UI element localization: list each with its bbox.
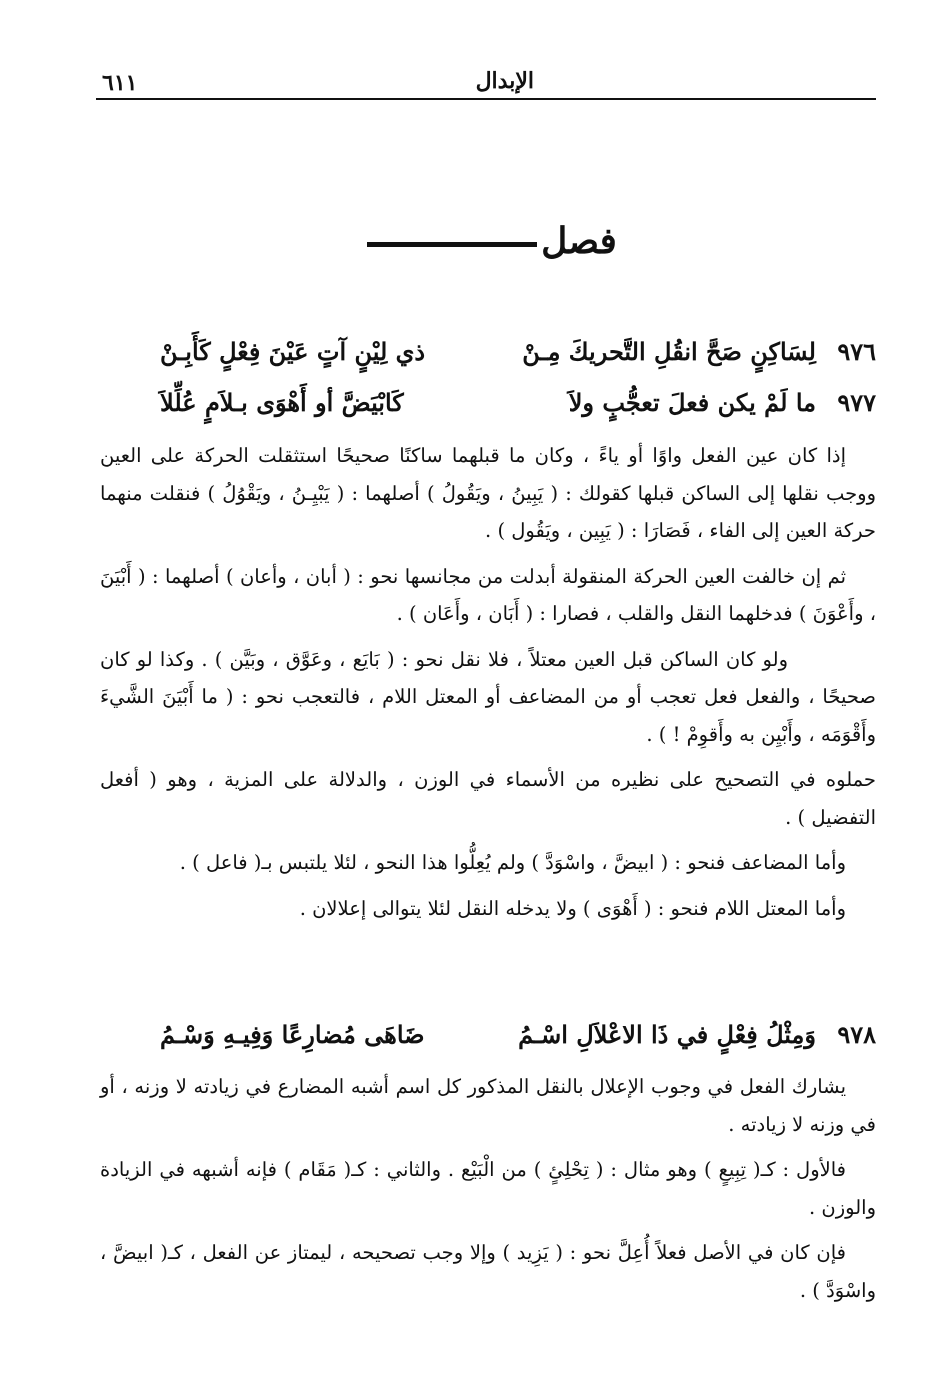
paragraph: إذا كان عين الفعل واوًا أو ياءً ، وكان ما قبلهما ساكنًا صحيحًا استثقلت الحركة على العين ووجب نقلها إلى الساكن قبلها كقولك : ( يَبِينُ ، ويَقُولُ ) أصلهما : ( يَبْيِـنُ ، ويَقْوُلُ ) فنقلت منهما حركة العين إلى الفاء ، فَصَارَا : ( يَبِين ، ويَقُول ) . [100,444,876,542]
verse-977 [100,388,876,428]
heading-kashida-line [367,242,537,247]
paragraph: وأما المضاعف فنحو : ( ابيضَّ ، واسْوَدَّ ) ولم يُعِلُّوا هذا النحو ، لئلا يلتبس بـ( فاعل ) . [179,851,846,874]
running-header [96,66,876,100]
section-heading-text: فصل [541,220,617,262]
commentary-block-1 [100,437,876,927]
paragraph: فالأول : كـ( تِبِيعٍ ) وهو مثال : ( تِحْلِئٍ ) من الْبَيْع . والثاني : كـ( مَقَام ) فإنه أشبهه في الزيادة والوزن . [100,1158,876,1219]
verse-second-hemistich: كَابْيَضَّ أو أَهْوَى بـلاَمٍ عُلِّلاَ [160,388,404,417]
verse-second-hemistich: ضَاهَى مُضارِعًا وَفِيـهِ وَسْـمُ [160,1020,425,1049]
paragraph: حملوه في التصحيح على نظيره من الأسماء في الوزن ، والدلالة على المزية ، وهو ( أفعل التفضيل ) . [100,768,876,829]
verse-second-hemistich: ذي لِيْنٍ آتٍ عَيْنَ فِعْلٍ كَأَبِـنْ [160,337,426,366]
paragraph: ولو كان الساكن قبل العين معتلاً ، فلا نقل نحو : ( بَايَع ، وعَوَّق ، وبَيَّن ) . وكذا لو كان صحيحًا ، والفعل فعل تعجب أو من المضاعف أو المعتل اللام ، فالتعجب نحو : ( ما أَبْيَنَ الشَّيءَ وأَقْوَمَه ، وأَبْيِن به وأَقوِمْ ! ) . [100,647,876,746]
paragraph: يشارك الفعل في وجوب الإعلال بالنقل المذكور كل اسم أشبه المضارع في زيادته لا وزنه ، أو في وزنه لا زيادته . [100,1075,876,1136]
verse-number: ٩٧٧ [837,388,876,417]
paragraph: ثم إن خالفت العين الحركة المنقولة أبدلت من مجانسها نحو : ( أبان ، وأعان ) أصلهما : ( أَبْيَنَ ، وأَعْوَنَ ) فدخلهما النقل والقلب ، فصارا : ( أَبَان ، وأَعَان ) . [100,564,876,625]
verse-number: ٩٧٦ [837,337,876,366]
commentary-block-2 [100,1068,876,1309]
verse-number: ٩٧٨ [837,1020,876,1049]
paragraph: وأما المعتل اللام فنحو : ( أَهْوَى ) ولا يدخله النقل لئلا يتوالى إعلالان . [299,896,846,920]
paragraph: فإن كان في الأصل فعلاً أُعِلَّ نحو : ( يَزِيد ) وإلا وجب تصحيحه ، ليمتاز عن الفعل ، كـ( ابيضَّ ، واسْوَدَّ ) . [100,1241,876,1302]
page-number: ٦١١ [102,70,138,96]
header-title: الإبدال [475,68,534,94]
verse-first-hemistich: ما لَمْ يكن فعلَ تعجُّبٍ ولاَ [568,388,816,417]
verse-978 [100,1020,876,1060]
section-heading [360,220,620,262]
verse-first-hemistich: لِسَاكِنٍ صَحَّ انقُلِ التَّحريكَ مِـنْ [522,337,816,366]
verse-976 [100,337,876,377]
verse-first-hemistich: وَمِثْلُ فِعْلٍ في ذَا الاعْلاَلِ اسْـمُ [518,1020,816,1049]
